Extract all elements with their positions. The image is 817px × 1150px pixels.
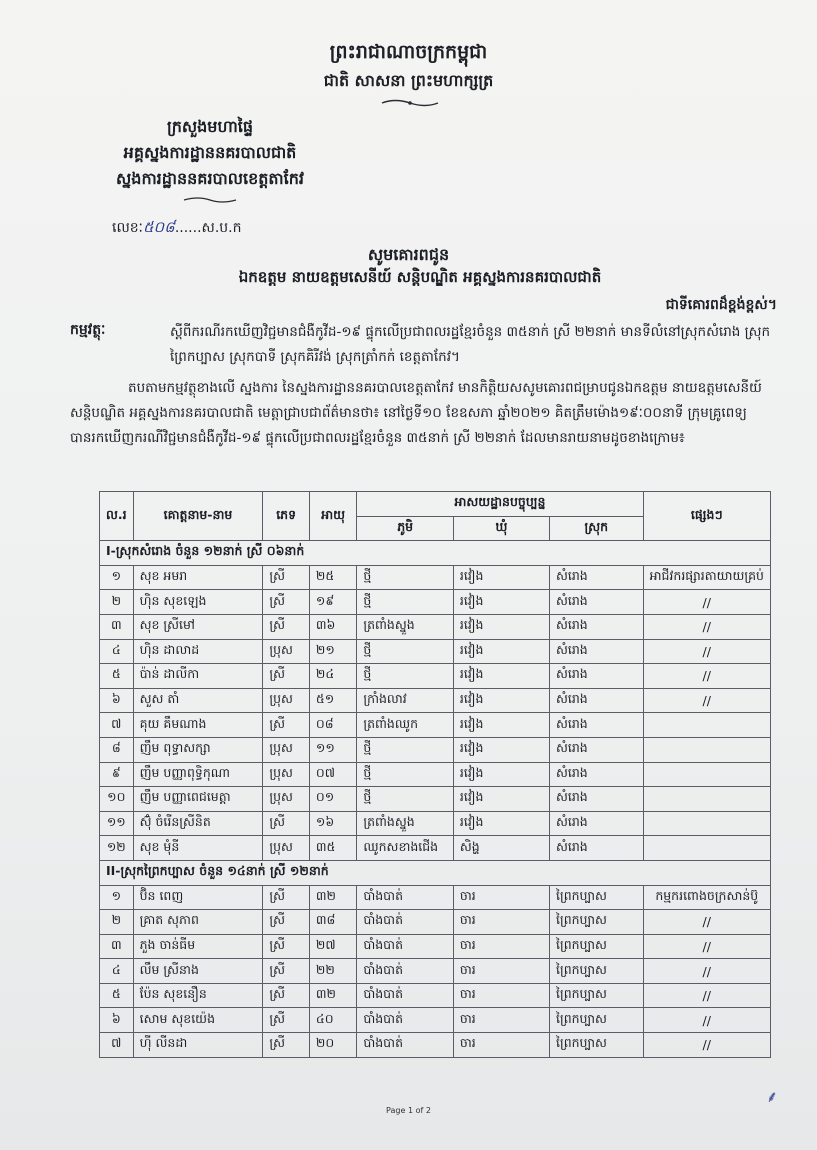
row-age: ២៧ [309,934,356,959]
salutation-closing: ជាទីគោរពដ៏ខ្ពង់ខ្ពស់។ [665,297,777,313]
row-number: ៧ [100,713,134,738]
row-commune: ចារ [453,934,549,959]
row-sex: ស្រី [263,713,310,738]
salutation-respect: សូមគោរពជូន [367,245,450,264]
row-sex: ស្រី [263,565,310,590]
row-age: ២២ [309,959,356,984]
row-other: // [643,934,770,959]
patient-table [99,491,771,1058]
ornament-divider-small [180,196,240,204]
row-number: ៣ [100,614,134,639]
section-row [100,541,771,566]
row-number: ១ [100,885,134,910]
row-village: ថ្មី [357,787,454,812]
row-age: ០១ [309,787,356,812]
header-district: ស្រុក [550,516,644,541]
row-commune: រវៀង [453,737,549,762]
row-district: សំរោង [550,639,644,664]
table-row [100,811,771,836]
row-other: // [643,983,770,1008]
row-age: ៤០ [309,1008,356,1033]
row-village: ក្រាំងលាវ [357,688,454,713]
provincial-police-line: ស្នងការដ្ឋាននគរបាលខេត្តតាកែវ [116,169,304,188]
row-district: ព្រៃកប្បាស [550,1008,644,1033]
row-name: លឹម ស្រីនាង [133,959,263,984]
row-number: ១ [100,565,134,590]
header-age: អាយុ [309,492,356,541]
row-number: ១០ [100,787,134,812]
row-age: ៣៥ [309,836,356,861]
row-number: ៥ [100,983,134,1008]
row-name: សុខ មុំនី [133,836,263,861]
header-other: ផ្សេងៗ [643,492,770,541]
row-number: ៦ [100,1008,134,1033]
row-number: ២ [100,910,134,935]
ministry-line: ក្រសួងមហាផ្ទៃ [166,117,253,136]
row-commune: រវៀង [453,639,549,664]
row-village: បាំងបាត់ [357,885,454,910]
row-name: សុខ ស្រីមៅ [133,614,263,639]
table-row [100,639,771,664]
row-number: ៣ [100,934,134,959]
row-village: ថ្មី [357,664,454,689]
row-sex: ស្រី [263,811,310,836]
row-sex: ប្រុស [263,787,310,812]
reference-handwritten-number: ៥០៨ [142,218,175,236]
row-village: បាំងបាត់ [357,959,454,984]
row-other [643,762,770,787]
row-sex: ស្រី [263,910,310,935]
row-sex: ប្រុស [263,762,310,787]
row-number: ៩ [100,762,134,787]
row-district: ព្រៃកប្បាស [550,1033,644,1058]
row-name: ប៉ែន សុខនឿន [133,983,263,1008]
row-age: ៣៦ [309,614,356,639]
row-age: ១៦ [309,811,356,836]
section-title: II-ស្រុកព្រៃកប្បាស ចំនួន ១៤នាក់ ស្រី ១២នាក់ [100,860,771,885]
header-no: ល.រ [100,492,134,541]
subject-label: កម្មវត្ថុៈ [70,322,106,338]
row-other: // [643,910,770,935]
row-other: // [643,1033,770,1058]
row-commune: រវៀង [453,787,549,812]
row-district: សំរោង [550,762,644,787]
row-name: ញឹម ពុទ្ធាសក្សា [133,737,263,762]
row-commune: រវៀង [453,664,549,689]
row-district: ព្រៃកប្បាស [550,910,644,935]
row-age: ១៩ [309,590,356,615]
row-number: ៦ [100,688,134,713]
row-commune: រវៀង [453,811,549,836]
row-village: ត្រពាំងឈូក [357,713,454,738]
row-commune: ចារ [453,983,549,1008]
row-sex: ស្រី [263,1033,310,1058]
row-village: បាំងបាត់ [357,910,454,935]
row-age: ៣៨ [309,910,356,935]
row-age: ៥១ [309,688,356,713]
salutation-addressee: ឯកឧត្តម នាយឧត្តមសេនីយ៍ សន្តិបណ្ឌិត អគ្គស្នងការនគរបាលជាតិ [238,268,602,286]
row-village: ថ្មី [357,590,454,615]
row-village: បាំងបាត់ [357,934,454,959]
row-commune: ចារ [453,910,549,935]
row-sex: ប្រុស [263,688,310,713]
row-other: កម្មករពោងចក្រសាន់ប៊ូ [643,885,770,910]
commissariat-line: អគ្គស្នងការដ្ឋាននគរបាលជាតិ [123,143,297,162]
table-row [100,713,771,738]
row-other: // [643,959,770,984]
section-row [100,860,771,885]
row-commune: ចារ [453,885,549,910]
row-age: ២១ [309,639,356,664]
row-name: ស៊ុំ ចំរើនស្រីនិត [133,811,263,836]
table-row [100,959,771,984]
row-sex: ស្រី [263,614,310,639]
row-name: ប៉ាន់ ដាលីកា [133,664,263,689]
kingdom-title: ព្រះរាជាណាចក្រកម្ពុជា [329,41,488,63]
row-commune: សិង្ហ [453,836,549,861]
row-name: គុយ គឹមណាង [133,713,263,738]
row-age: ២៥ [309,565,356,590]
row-other [643,787,770,812]
row-other [643,737,770,762]
table-row [100,1033,771,1058]
row-age: ២០ [309,1033,356,1058]
row-age: ០៧ [309,762,356,787]
table-row [100,885,771,910]
row-village: ថ្មី [357,565,454,590]
row-other: // [643,590,770,615]
row-village: ថ្មី [357,762,454,787]
row-village: ត្រពាំងស្នួង [357,811,454,836]
row-commune: រវៀង [453,590,549,615]
section2-rows [100,885,771,1057]
row-district: សំរោង [550,787,644,812]
row-name: ភួង ចាន់ធីម [133,934,263,959]
row-sex: ស្រី [263,885,310,910]
table-row [100,590,771,615]
row-name: ប៊ិន ពេញ [133,885,263,910]
row-village: បាំងបាត់ [357,1033,454,1058]
row-commune: ចារ [453,1033,549,1058]
row-other: អាជីវករផ្សារតាយាយគ្រប់ [643,565,770,590]
row-sex: ប្រុស [263,639,310,664]
header-address: អាសយដ្ឋានបច្ចុប្បន្ន [357,492,643,517]
row-district: សំរោង [550,836,644,861]
row-sex: ប្រុស [263,737,310,762]
reference-number [112,218,242,240]
row-district: ព្រៃកប្បាស [550,885,644,910]
row-commune: រវៀង [453,565,549,590]
row-district: សំរោង [550,688,644,713]
row-number: ១១ [100,811,134,836]
row-village: បាំងបាត់ [357,983,454,1008]
row-name: ហ៊ី លីនដា [133,1033,263,1058]
section1-rows [100,565,771,860]
table-row [100,688,771,713]
table-row [100,762,771,787]
table-row [100,664,771,689]
row-village: ថ្មី [357,737,454,762]
row-number: ៧ [100,1033,134,1058]
row-district: សំរោង [550,565,644,590]
row-age: ២៤ [309,664,356,689]
header-name: គោត្តនាម-នាម [133,492,263,541]
row-name: ញឹម បញ្ញាពេជមេត្តា [133,787,263,812]
row-name: សុខ អមរា [133,565,263,590]
table-row [100,934,771,959]
row-district: សំរោង [550,664,644,689]
row-number: ៨ [100,737,134,762]
body-paragraph: តបតាមកម្មវត្ថុខាងលើ ស្នងការ នៃស្នងការដ្ឋាននគរបាលខេត្តតាកែវ មានកិត្តិយសសូមគោរពជម្រាបជូនឯកឧត្តម នាយឧត្តមសេនីយ៍ សន្តិបណ្ឌិត អគ្គស្នងការនគរបាលជាតិ មេត្តាជ្រាបជាព័ត៌មានថា៖ នៅថ្ងៃទី១០ ខែឧសភា ឆ្នាំ២០២១ គិតត្រឹមម៉ោង១៩ៈ០០នាទី ក្រុមគ្រូពេទ្យ បានរកឃើញករណីវិជ្ជមានជំងឺកូវីដ-១៩ ផ្ទុកលើប្រជាពលរដ្ឋខ្មែរចំនួន ៣៥នាក់ ស្រី ២២នាក់ ដែលមានរាយនាមដូចខាងក្រោម៖ [70,380,762,446]
row-name: ហ៊ិន ដាលាដ [133,639,263,664]
reference-suffix: ......ស.ប.ក [174,220,242,236]
row-age: ១១ [309,737,356,762]
row-sex: ស្រី [263,959,310,984]
table-row [100,983,771,1008]
row-village: ថ្មី [357,639,454,664]
row-number: ៤ [100,959,134,984]
row-sex: ស្រី [263,934,310,959]
row-commune: រវៀង [453,688,549,713]
row-age: ៣២ [309,885,356,910]
row-age: ៣២ [309,983,356,1008]
row-commune: រវៀង [453,713,549,738]
row-sex: ស្រី [263,983,310,1008]
row-other: // [643,614,770,639]
reference-prefix: លេខៈ [112,220,143,236]
row-name: សួស តាំ [133,688,263,713]
table-row [100,836,771,861]
row-other [643,811,770,836]
row-other: // [643,639,770,664]
row-commune: ចារ [453,1008,549,1033]
table-row [100,787,771,812]
page-footer: Page 1 of 2 [386,1106,431,1115]
table-row [100,565,771,590]
ornament-divider [380,98,440,108]
row-district: សំរោង [550,614,644,639]
row-commune: រវៀង [453,614,549,639]
row-village: បាំងបាត់ [357,1008,454,1033]
row-village: ត្រពាំងស្នួង [357,614,454,639]
row-number: ២ [100,590,134,615]
row-age: ០៨ [309,713,356,738]
row-village: ឈូកសខាងជើង [357,836,454,861]
row-number: ១២ [100,836,134,861]
row-sex: ស្រី [263,664,310,689]
table-row [100,614,771,639]
row-district: សំរោង [550,590,644,615]
row-district: សំរោង [550,713,644,738]
row-name: ហ៊ិន សុខឡេង [133,590,263,615]
row-other: // [643,688,770,713]
table-row [100,910,771,935]
row-other [643,713,770,738]
row-name: គ្រាត សុភាព [133,910,263,935]
row-sex: ស្រី [263,590,310,615]
row-other [643,836,770,861]
row-commune: រវៀង [453,762,549,787]
row-other: // [643,1008,770,1033]
table-row [100,1008,771,1033]
header-sex: ភេទ [263,492,310,541]
row-district: ព្រៃកប្បាស [550,983,644,1008]
row-commune: ចារ [453,959,549,984]
table-row [100,737,771,762]
row-sex: ស្រី [263,1008,310,1033]
row-district: សំរោង [550,811,644,836]
section-title: I-ស្រុកសំរោង ចំនួន ១២នាក់ ស្រី ០៦នាក់ [100,541,771,566]
row-number: ៤ [100,639,134,664]
row-name: សោម សុខយ៉េង [133,1008,263,1033]
national-motto: ជាតិ សាសនា ព្រះមហាក្សត្រ [323,71,494,90]
row-district: សំរោង [550,737,644,762]
row-district: ព្រៃកប្បាស [550,934,644,959]
row-sex: ប្រុស [263,836,310,861]
header-village: ភូមិ [357,516,454,541]
row-name: ញឹម បញ្ញាពុទ្ធិកុណា [133,762,263,787]
row-other: // [643,664,770,689]
row-number: ៥ [100,664,134,689]
row-district: ព្រៃកប្បាស [550,959,644,984]
subject-text: ស្តីពីករណីរកឃើញវិជ្ជមានជំងឺកូវីដ-១៩ ផ្ទុកលើប្រជាពលរដ្ឋខ្មែរចំនួន ៣៥នាក់ ស្រី ២២នាក់ មានទីលំនៅស្រុកសំរោង ស្រុកព្រៃកប្បាស ស្រុកបាទី ស្រុកគិរីវង់ ស្រុកត្រាំកក់ ខេត្តតាកែវ។ [170,324,771,365]
table-header-row [100,492,771,517]
header-commune: ឃុំ [453,516,549,541]
handwritten-mark: ⸙ [766,1087,779,1106]
